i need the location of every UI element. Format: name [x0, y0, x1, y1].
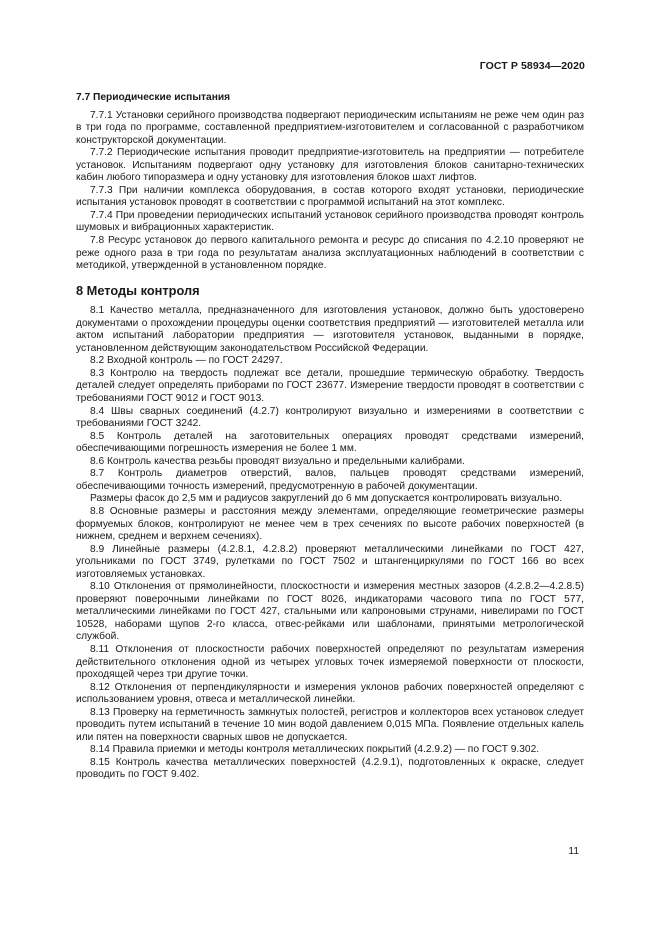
paragraph: 8.3 Контролю на твердость подлежат все детали, прошедшие термическую обработку. Твердость деталей следует определять приборами по ГОСТ 23677. Измерение твердости проводят в соответствии с требованиями ГОСТ 9012 и ГОСТ 9013.: [76, 367, 584, 405]
paragraph: 8.11 Отклонения от плоскостности рабочих поверхностей определяют по результатам измерения действительного отклонения одной из четырех угловых точек измеряемой поверхности от плоскости, проходящей через три другие точки.: [76, 643, 584, 681]
paragraph: 7.8 Ресурс установок до первого капитального ремонта и ресурс до списания по 4.2.10 проверяют не реже одного раза в три года по результатам анализа эксплуатационных наблюдений в соответствии с методикой, утвержденной в установленном порядке.: [76, 235, 584, 272]
page-number: 11: [568, 846, 579, 857]
paragraph: 8.2 Входной контроль — по ГОСТ 24297.: [90, 355, 283, 367]
paragraph: 8.10 Отклонения от прямолинейности, плоскостности и измерения местных зазоров (4.2.8.2—4.2.8.5) проверяют поверочными линейками по ГОСТ 8026, индикаторами часового типа по ГОСТ 577, металлическими линейками по ГОСТ 427, стальными или капроновыми струнами, нивелирами по ГОСТ 10528, наборами щупов 2-го класса, отвес-рейками или шаблонами, принятыми метрологической службой.: [76, 581, 584, 643]
section-7-7-body: [76, 110, 584, 273]
page-content: [76, 88, 584, 782]
document-id-header: ГОСТ Р 58934—2020: [479, 60, 585, 72]
paragraph: 8.5 Контроль деталей на заготовительных операциях проводят средствами измерений, обеспечивающими погрешность измерения не более 1 мм.: [76, 430, 584, 455]
paragraph: 7.7.2 Периодические испытания проводит предприятие-изготовитель на предприятии — потребителе установок. Испытаниям подвергают одну установку для изготовления блоков санитарно-технических кабин любого типоразмера и одну установку для изготовления блоков шахт лифтов.: [76, 147, 584, 184]
paragraph: 8.6 Контроль качества резьбы проводят визуально и предельными калибрами.: [90, 455, 465, 467]
section-7-7-title: 7.7 Периодические испытания: [76, 92, 231, 103]
paragraph: 8.9 Линейные размеры (4.2.8.1, 4.2.8.2) проверяют металлическими линейками по ГОСТ 427, угольниками по ГОСТ 3749, рулетками по ГОСТ 7502 и штангенциркулями по ГОСТ 166 во всех изготовляемых установках.: [76, 543, 584, 580]
paragraph: 8.7 Контроль диаметров отверстий, валов, пальцев проводят средствами измерений, обеспечивающими точность измерений, предусмотренную в рабочей документации.: [76, 468, 584, 492]
paragraph: 8.15 Контроль качества металлических поверхностей (4.2.9.1), подготовленных к окраске, следует проводить по ГОСТ 9.402.: [76, 756, 584, 781]
paragraph: 8.12 Отклонения от перпендикулярности и измерения уклонов рабочих поверхностей определяют с использованием уровня, отвеса и металлической линейки.: [76, 681, 584, 706]
paragraph: 8.1 Качество металла, предназначенного для изготовления установок, должно быть удостоверено документами о прохождении процедуры оценки соответствия предприятий — изготовителей металла или актом испытаний лаборатории предприятия — изготовителя установок, выданными в порядке, установленном действующим законодательством Российской Федерации.: [76, 305, 584, 354]
paragraph: 7.7.4 При проведении периодических испытаний установок серийного производства проводят контроль шумовых и вибрационных характеристик.: [76, 209, 584, 234]
section-8-title: 8 Методы контроля: [76, 282, 200, 298]
paragraph: 8.8 Основные размеры и расстояния между элементами, определяющие геометрические размеры формуемых блоков, контролируют не менее чем в трех сечениях по высоте рабочих поверхностей (в нижнем, среднем и верхнем сечениях).: [76, 505, 584, 543]
paragraph: 7.7.3 При наличии комплекса оборудования, в состав которого входят установки, периодические испытания установок проводят в соответствии с программой испытаний на этот комплекс.: [76, 184, 584, 209]
paragraph: Размеры фасок до 2,5 мм и радиусов закруглений до 6 мм допускается контролировать визуально.: [90, 493, 563, 505]
paragraph: 8.14 Правила приемки и методы контроля металлических покрытий (4.2.9.2) — по ГОСТ 9.302.: [90, 744, 540, 756]
paragraph: 7.7.1 Установки серийного производства подвергают периодическим испытаниям не реже чем один раз в три года по программе, составленной предприятием-изготовителем и согласованной с разработчиком конструкторской документации.: [76, 109, 584, 146]
paragraph: 8.4 Швы сварных соединений (4.2.7) контролируют визуально и измерениями в соответствии с требованиями ГОСТ 3242.: [76, 405, 584, 430]
paragraph: 8.13 Проверку на герметичность замкнутых полостей, регистров и коллекторов всех установок следует проводить путем испытаний в течение 10 мин водой давлением 0,015 МПа. Появление отдельных капель или пятен на поверхности сварных швов не допускается.: [76, 706, 584, 743]
section-8-body: [76, 305, 584, 782]
